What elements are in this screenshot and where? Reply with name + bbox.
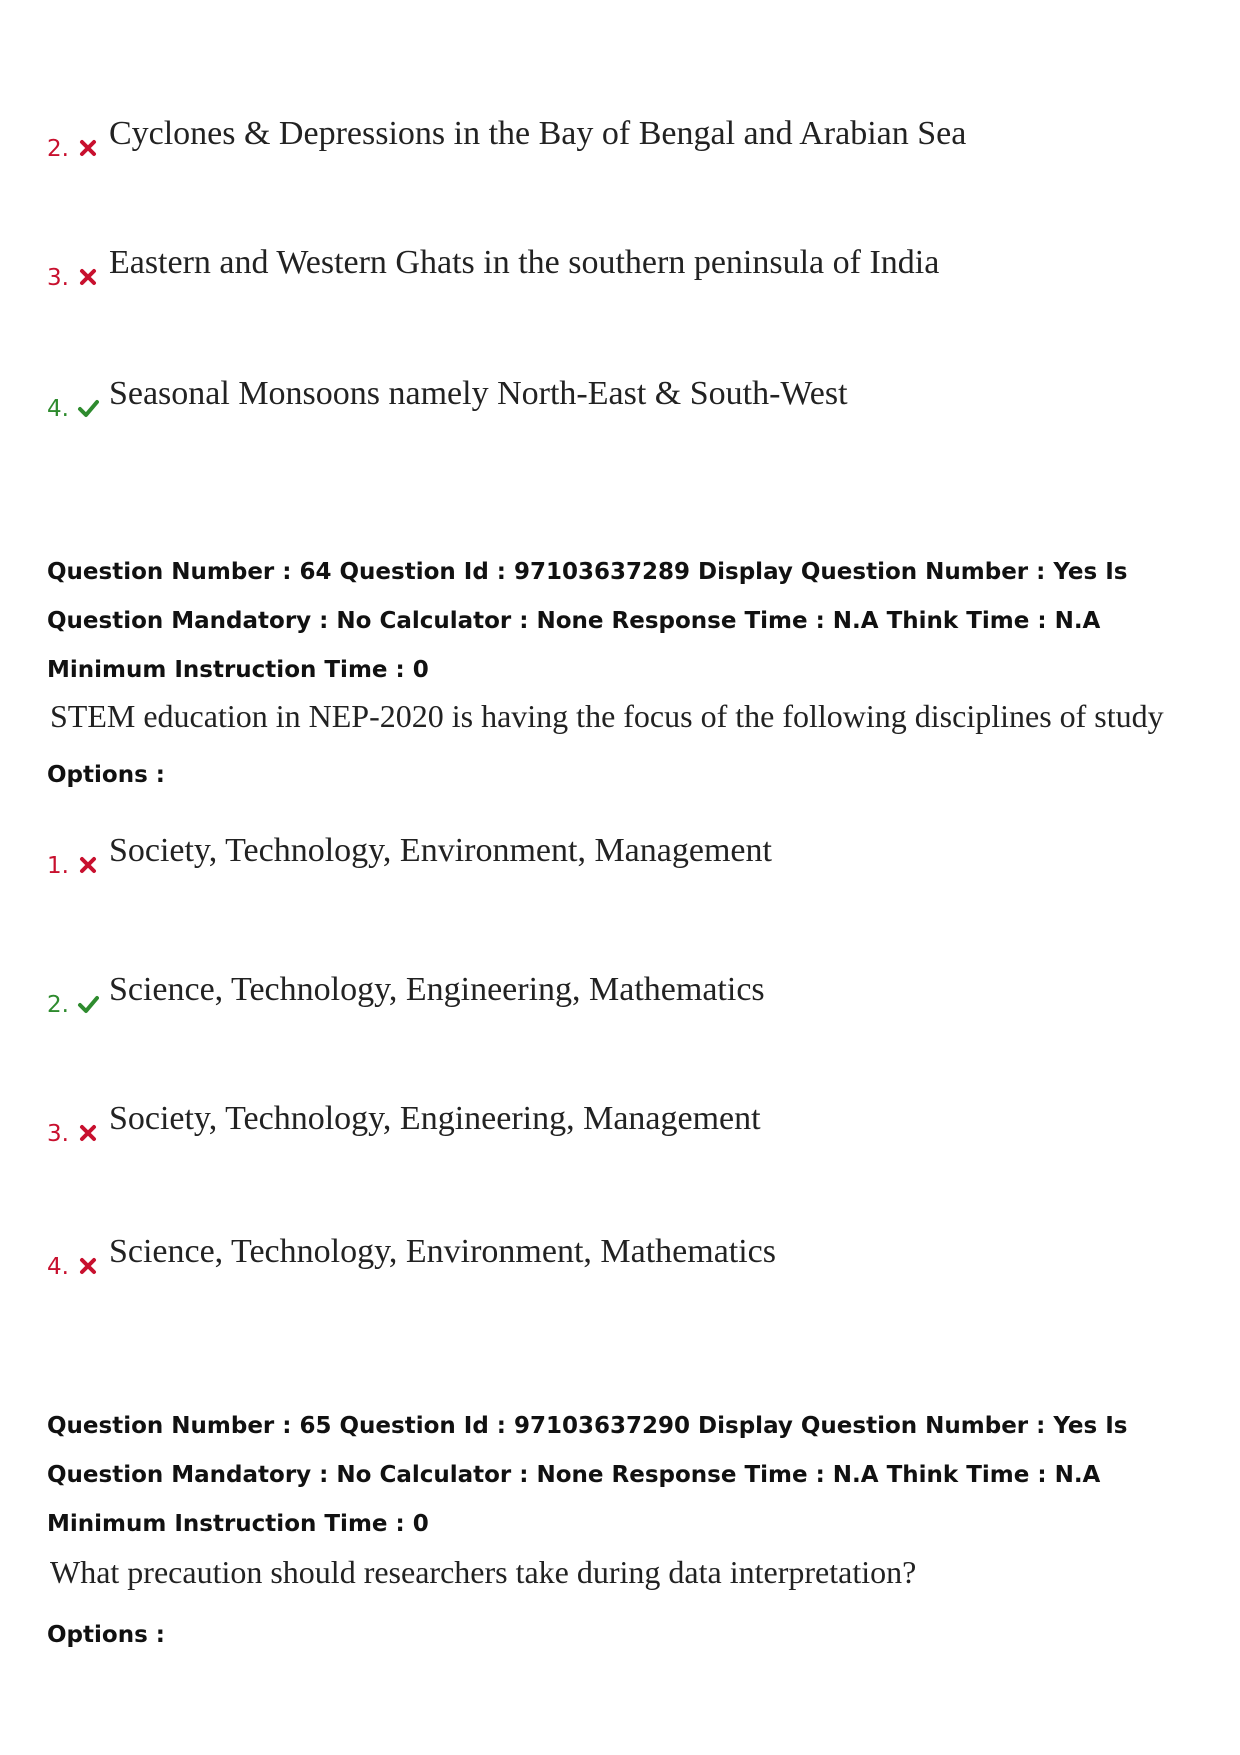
option-row — [47, 115, 967, 162]
question-text: STEM education in NEP-2020 is having the focus of the following disciplines of study — [50, 698, 1164, 734]
option-number: 2. — [47, 992, 69, 1018]
option-number: 3. — [47, 265, 69, 291]
cross-icon — [77, 137, 99, 159]
option-row — [47, 1233, 777, 1280]
option-number: 4. — [47, 1254, 69, 1280]
option-number: 1. — [47, 853, 69, 879]
option-number: 4. — [47, 396, 69, 422]
cross-icon — [77, 266, 99, 288]
option-text: Society, Technology, Engineering, Management — [108, 1100, 761, 1137]
option-number: 3. — [47, 1121, 69, 1147]
option-row — [47, 832, 772, 879]
cross-icon — [77, 1255, 99, 1277]
option-text: Science, Technology, Engineering, Mathematics — [108, 971, 765, 1008]
option-row — [47, 375, 848, 422]
option-text: Eastern and Western Ghats in the southern peninsula of India — [108, 244, 940, 281]
option-row — [47, 244, 940, 291]
cross-icon — [77, 1122, 99, 1144]
question-meta: Question Number : 64 Question Id : 97103637289 Display Question Number : Yes Is Question Mandatory : No Calculator : None Response Time : N.A Think Time : N.A Minimum Instruction Time : 0 — [47, 559, 1128, 683]
options-label: Options : — [47, 1622, 165, 1648]
options-label: Options : — [47, 762, 165, 788]
checkmark-icon — [77, 993, 99, 1015]
option-text: Science, Technology, Environment, Mathematics — [108, 1233, 777, 1270]
option-text: Cyclones & Depressions in the Bay of Bengal and Arabian Sea — [108, 115, 967, 152]
checkmark-icon — [77, 397, 99, 419]
option-text: Seasonal Monsoons namely North-East & South-West — [108, 375, 848, 412]
cross-icon — [77, 854, 99, 876]
question-text: What precaution should researchers take during data interpretation? — [50, 1554, 917, 1590]
option-text: Society, Technology, Environment, Management — [108, 832, 772, 869]
option-row — [47, 1100, 761, 1147]
option-number: 2. — [47, 136, 69, 162]
question-meta: Question Number : 65 Question Id : 97103637290 Display Question Number : Yes Is Question Mandatory : No Calculator : None Response Time : N.A Think Time : N.A Minimum Instruction Time : 0 — [47, 1413, 1128, 1537]
option-row — [47, 971, 765, 1018]
